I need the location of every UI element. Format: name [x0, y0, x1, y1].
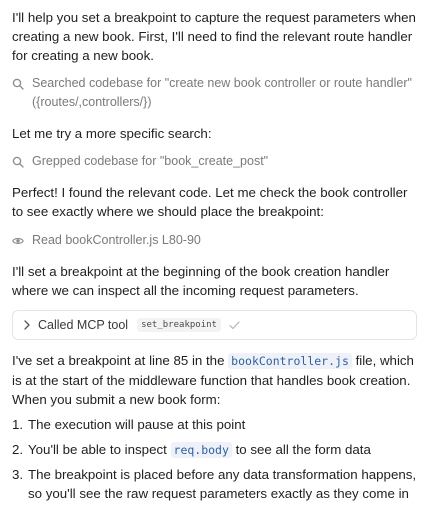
list-number: 1. — [12, 417, 24, 432]
list-text-post: to see all the form data — [231, 442, 371, 457]
read-file-text: Read bookController.js L80-90 — [32, 233, 201, 247]
read-file-line[interactable] — [12, 231, 412, 250]
summary-post: file, which is at the start of the middleware function that handles book creation. When you submit a new book form: — [12, 353, 414, 407]
grep-result-text: Grepped codebase for "book_create_post" — [32, 154, 269, 168]
list-text: The execution will pause at this point — [28, 417, 246, 432]
chevron-right-icon[interactable] — [23, 320, 31, 330]
search-icon — [12, 74, 24, 93]
check-icon — [229, 321, 240, 330]
list-item — [12, 415, 417, 434]
search-result-text: Searched codebase for "create new book controller or route handler" ({routes/,controllers/}) — [32, 76, 412, 109]
grep-result-line[interactable] — [12, 152, 412, 171]
intro-message: I'll help you set a breakpoint to capture the request parameters when creating a new book. First, I'll need to find the relevant route handler for creating a new book. — [12, 10, 416, 63]
summary-message — [12, 351, 422, 409]
list-text-pre: You'll be able to inspect — [28, 442, 171, 457]
mcp-called-label: Called MCP tool — [38, 318, 129, 332]
list-number: 2. — [12, 442, 24, 457]
list-item — [12, 465, 417, 503]
list-text — [28, 440, 417, 460]
mcp-tool-call[interactable] — [12, 310, 417, 340]
search-result-line[interactable] — [12, 74, 412, 112]
try-specific-message: Let me try a more specific search: — [12, 126, 212, 141]
mcp-tool-name: set_breakpoint — [137, 318, 221, 332]
file-name-code: bookController.js — [228, 353, 352, 369]
eye-icon — [12, 231, 24, 250]
req-body-code: req.body — [171, 442, 232, 458]
set-breakpoint-message: I'll set a breakpoint at the beginning of the book creation handler where we can inspect all the incoming request parameters. — [12, 264, 390, 298]
summary-pre: I've set a breakpoint at line 85 in the — [12, 353, 229, 368]
search-icon — [12, 152, 24, 171]
list-number: 3. — [12, 467, 24, 482]
found-message: Perfect! I found the relevant code. Let me check the book controller to see exactly where we should place the breakpoint: — [12, 185, 408, 219]
list-text: The breakpoint is placed before any data transformation happens, so you'll see the raw request parameters exactly as they come in — [28, 467, 417, 501]
list-item — [12, 440, 417, 460]
